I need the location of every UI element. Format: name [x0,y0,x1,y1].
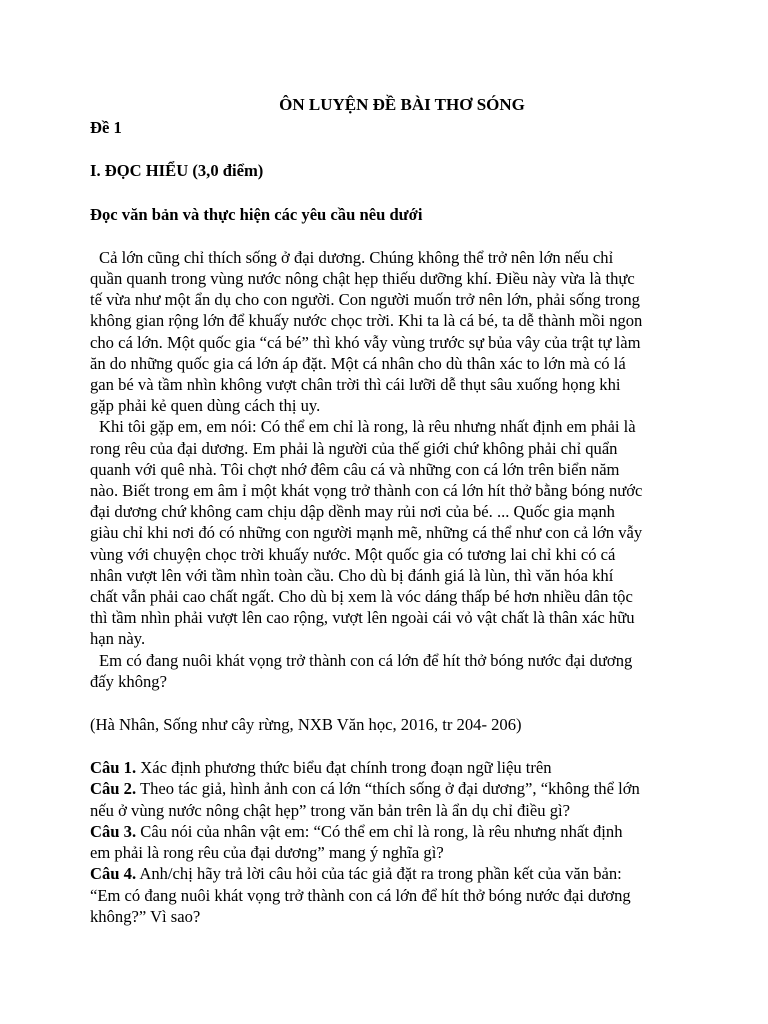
paragraph-line: tế vừa như một ẩn dụ cho con người. Con người muốn trở nên lớn, phải sống trong [90,290,640,310]
question-text: không?” Vì sao? [90,906,201,926]
paragraph-line: chất vẫn phải cao chất ngất. Cho dù bị xem là vóc dáng thấp bé hơn nhiều dân tộc [90,587,633,607]
question-2 [90,778,690,820]
questions [90,757,690,927]
question-4 [90,863,690,927]
paragraph-line: nào. Biết trong em âm ỉ một khát vọng trở thành con cá lớn hít thở bằng bóng nước [90,481,643,501]
question-label: Câu 4. [90,864,137,884]
question-label: Câu 1. [90,758,137,778]
question-3 [90,821,690,863]
paragraph-line: quần quanh trong vùng nước nông chật hẹp thiếu dưỡng khí. Điều này vừa là thực [90,269,635,289]
question-text: Xác định phương thức biểu đạt chính trong đoạn ngữ liệu trên [140,758,552,778]
question-text: nếu ở vùng nước nông chật hẹp” trong văn bản trên là ẩn dụ chỉ điều gì? [90,800,570,820]
paragraph-line: không gian rộng lớn để khuấy nước chọc trời. Khi ta là cá bé, ta dễ thành mồi ngon [90,311,643,331]
paragraph-1 [90,247,690,417]
de-label: Đề 1 [90,118,122,138]
paragraph-line: đấy không? [90,671,167,691]
question-label: Câu 2. [90,779,137,799]
paragraph-line: thì tầm nhìn phải vượt lên cao rộng, vượt lên ngoài cái vỏ vật chất là thân xác hữu [90,608,635,628]
paragraph-line: Khi tôi gặp em, em nói: Có thể em chỉ là rong, là rêu nhưng nhất định em phải là [99,417,636,437]
question-line [90,863,690,884]
paragraph-line: vùng với chuyện chọc trời khuấy nước. Một quốc gia có tương lai chỉ khi có cá [90,544,616,564]
paragraph-line: hạn này. [90,629,146,649]
document-title: ÔN LUYỆN ĐỀ BÀI THƠ SÓNG [279,95,525,114]
paragraph-line: đại dương chứ không cam chịu dập dềnh may rủi nơi của bé. ... Quốc gia mạnh [90,502,615,522]
question-text: Câu nói của nhân vật em: “Có thể em chỉ là rong, là rêu nhưng nhất định [140,821,623,841]
question-text: em phải là rong rêu của đại dương” mang ý nghĩa gì? [90,843,444,863]
paragraph-line: nhân vượt lên với tầm nhìn toàn cầu. Cho dù bị đánh giá là lùn, thì văn hóa khí [90,565,614,585]
citation: (Hà Nhân, Sống như cây rừng, NXB Văn học, 2016, tr 204- 206) [90,715,522,735]
question-1 [90,757,690,778]
instruction: Đọc văn bản và thực hiện các yêu cầu nêu dưới [90,204,423,224]
paragraph-line: gan bé và tầm nhìn không vượt chân trời thì cái lưỡi dễ thụt sâu xuống họng khi [90,375,621,395]
document-page [90,94,690,927]
section-heading: I. ĐỌC HIỂU (3,0 điểm) [90,161,264,181]
paragraph-line: gặp phải kẻ quen dùng cách thị uy. [90,396,321,416]
paragraph-line: Cả lớn cũng chỉ thích sống ở đại dương. Chúng không thể trở nên lớn nếu chỉ [99,247,614,267]
paragraph-line: cho cá lớn. Một quốc gia “cá bé” thì khó vẫy vùng trước sự bủa vây của trật tự làm [90,332,641,352]
question-label: Câu 3. [90,821,137,841]
question-line [90,778,690,799]
paragraph-line: ăn do những quốc gia cá lớn áp đặt. Một cá nhân cho dù thân xác to lớn mà có lá [90,353,626,373]
paragraph-line: giàu chỉ khi nơi đó có những con người mạnh mẽ, những cá thể như con cả lớn vẫy [90,523,643,543]
paragraph-3 [90,650,690,692]
question-text: Theo tác giả, hình ảnh con cá lớn “thích sống ở đại dương”, “không thể lớn [139,779,640,799]
question-text: Anh/chị hãy trả lời câu hỏi của tác giả đặt ra trong phần kết của văn bản: [139,864,622,884]
paragraph-2 [90,416,690,649]
question-line [90,821,690,842]
paragraph-line: quanh với quê nhà. Tôi chợt nhớ đêm câu cá và những con cá lớn trên biển năm [90,459,620,479]
paragraph-line: rong rêu của đại dương. Em phải là người của thế giới chứ không phải chỉ quẩn [90,438,618,458]
question-text: “Em có đang nuôi khát vọng trở thành con cá lớn để hít thở bóng nước đại dương [90,885,631,905]
paragraph-line: Em có đang nuôi khát vọng trở thành con cá lớn để hít thở bóng nước đại dương [99,650,633,670]
question-line [90,757,690,778]
